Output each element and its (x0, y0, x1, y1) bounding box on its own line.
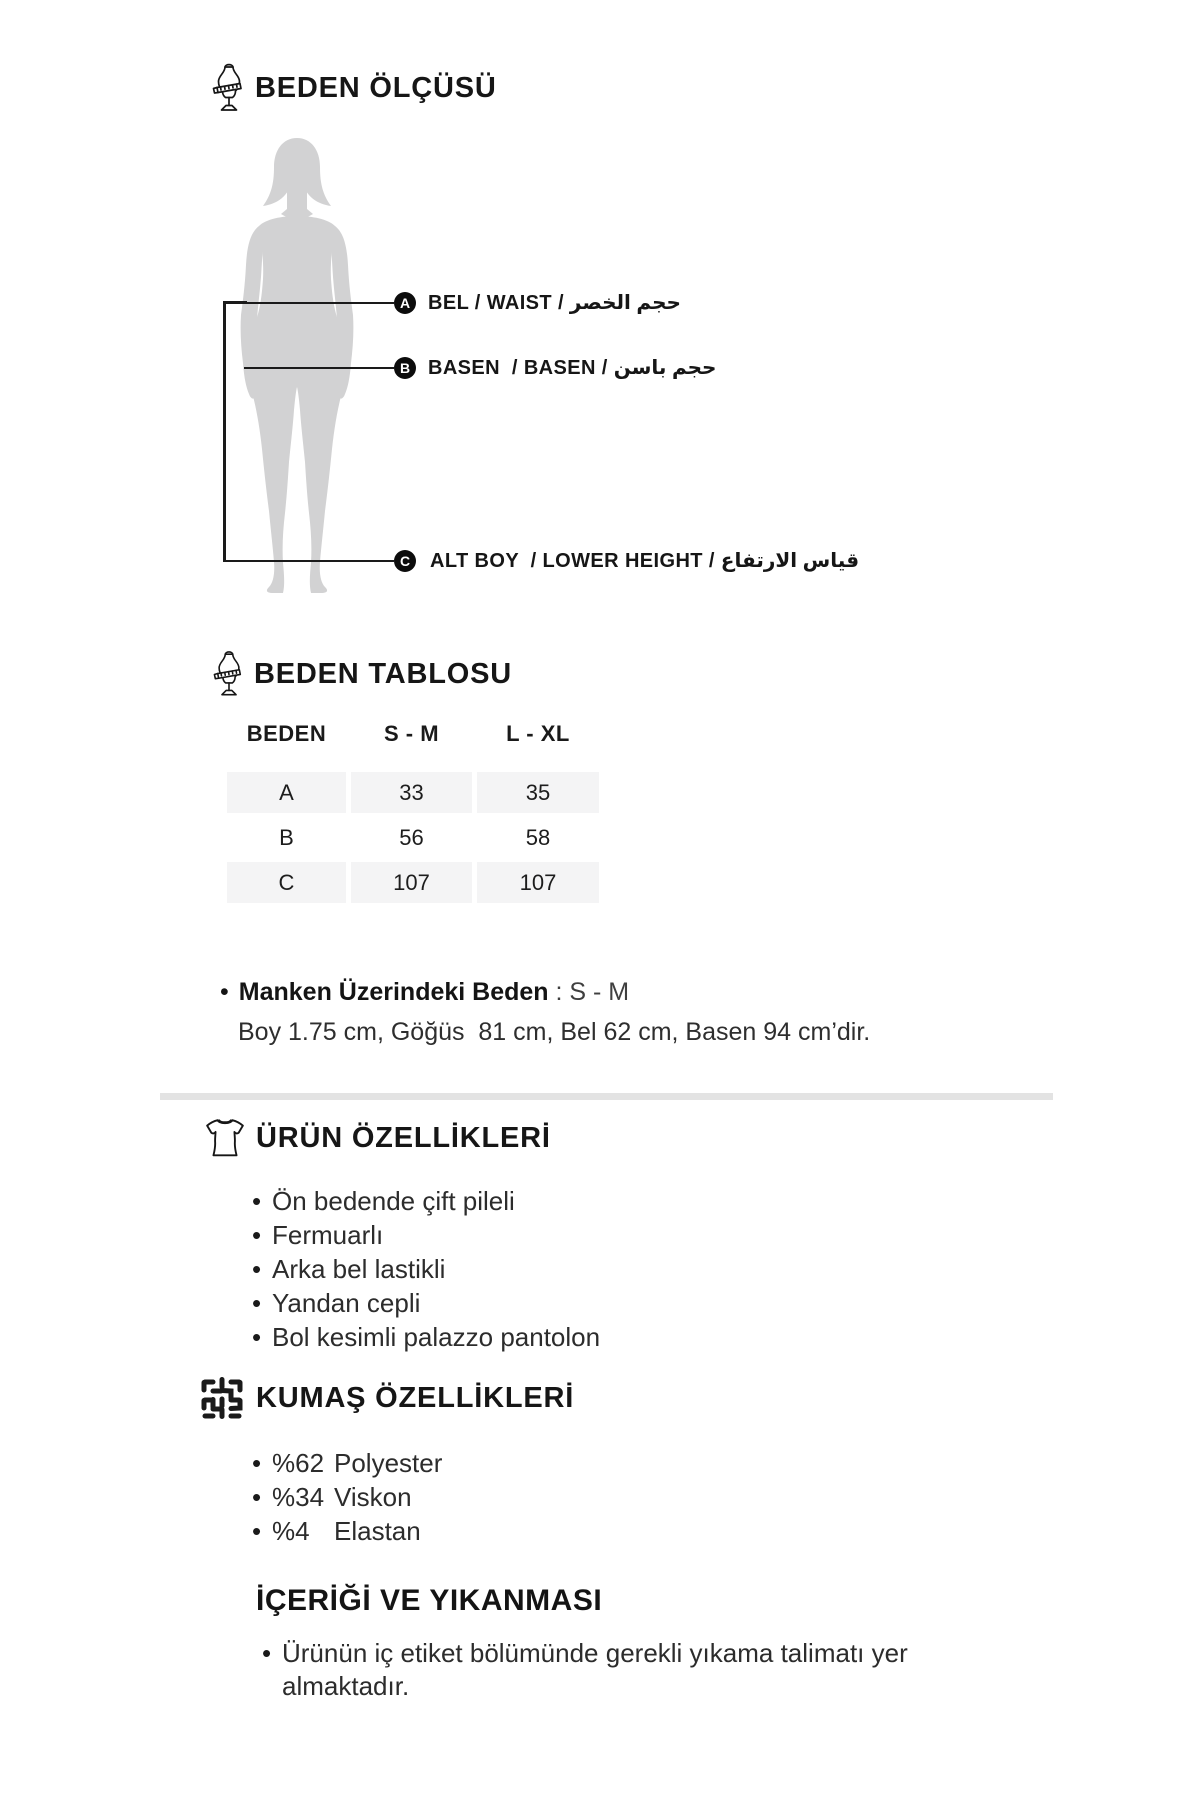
row-label: A (227, 772, 346, 813)
silhouette-torso-legs (248, 216, 347, 593)
label-circle-a (394, 292, 416, 314)
list-item (252, 1480, 442, 1514)
product-features-header (204, 1116, 551, 1160)
column-header-beden: BEDEN (246, 721, 327, 746)
fabric-name: Polyester (334, 1448, 443, 1478)
column-header-lxl: L - XL (506, 721, 570, 746)
section-divider (160, 1093, 1053, 1100)
measure-label-waist: BEL / WAIST / حجم الخصر (428, 292, 681, 314)
row-label: B (227, 817, 346, 858)
size-table-header-row (227, 714, 599, 754)
list-item: • Fermuarlı (252, 1218, 600, 1252)
table-row (227, 772, 599, 813)
table-row (227, 817, 599, 858)
size-table-header (213, 649, 512, 699)
care-list (262, 1637, 972, 1703)
list-item: • Ürünün iç etiket bölümünde gerekli yıkama talimatı yer almaktadır. (262, 1637, 972, 1703)
tshirt-icon (204, 1116, 246, 1160)
fabric-name: Elastan (334, 1516, 421, 1546)
product-features-list (252, 1184, 600, 1354)
label-letter-c: C (399, 553, 411, 569)
row-value: 107 (477, 862, 599, 903)
fabric-percent: • %34 (272, 1482, 325, 1512)
row-value: 33 (351, 772, 472, 813)
measure-label-lower-height: ALT BOY / LOWER HEIGHT / قياس الارتفاع (430, 550, 860, 572)
label-letter-a: A (399, 295, 411, 311)
measure-line-b (244, 367, 394, 369)
fabric-features-title: KUMAŞ ÖZELLİKLERİ (256, 1381, 575, 1414)
row-label: C (227, 862, 346, 903)
row-value: 107 (351, 862, 472, 903)
measure-line-a (230, 302, 394, 304)
list-item: • Arka bel lastikli (252, 1252, 600, 1286)
dress-form-icon (212, 62, 246, 114)
table-row (227, 862, 599, 903)
product-features-title: ÜRÜN ÖZELLİKLERİ (256, 1121, 551, 1154)
measure-label-basen: BASEN / BASEN / حجم باسن (428, 357, 717, 379)
fabric-features-header (199, 1377, 574, 1419)
size-table (227, 714, 599, 907)
list-item (252, 1514, 442, 1548)
size-measure-title: BEDEN ÖLÇÜSÜ (255, 71, 497, 104)
row-value: 58 (477, 817, 599, 858)
row-value: 35 (477, 772, 599, 813)
model-size-note (220, 972, 870, 1052)
label-circle-c (394, 550, 416, 572)
fabric-name: Viskon (334, 1482, 412, 1512)
fabric-weave-icon (199, 1377, 245, 1419)
model-size-value: : S - M (548, 978, 630, 1006)
size-measure-header (212, 62, 497, 114)
measure-line-c (223, 560, 394, 562)
model-measurements: Boy 1.75 cm, Göğüs 81 cm, Bel 62 cm, Basen 94 cm’dir. (238, 1018, 871, 1046)
model-size-line (220, 972, 870, 1012)
column-header-sm: S - M (383, 721, 440, 746)
fabric-percent: • %62 (272, 1448, 325, 1478)
fabric-list (252, 1446, 442, 1548)
list-item (252, 1446, 442, 1480)
list-item: • Ön bedende çift pileli (252, 1184, 600, 1218)
label-circle-b (394, 357, 416, 379)
list-item: • Bol kesimli palazzo pantolon (252, 1320, 600, 1354)
size-table-title: BEDEN TABLOSU (254, 657, 512, 690)
measure-bracket-vertical (223, 301, 226, 562)
label-letter-b: B (399, 360, 411, 376)
body-silhouette (232, 136, 362, 596)
fabric-percent: • %4 (272, 1516, 310, 1546)
list-item: • Yandan cepli (252, 1286, 600, 1320)
dress-form-icon (213, 649, 245, 699)
model-size-label: Manken Üzerindeki Beden (238, 978, 549, 1006)
care-title: İÇERİĞİ VE YIKANMASI (256, 1584, 603, 1617)
row-value: 56 (351, 817, 472, 858)
